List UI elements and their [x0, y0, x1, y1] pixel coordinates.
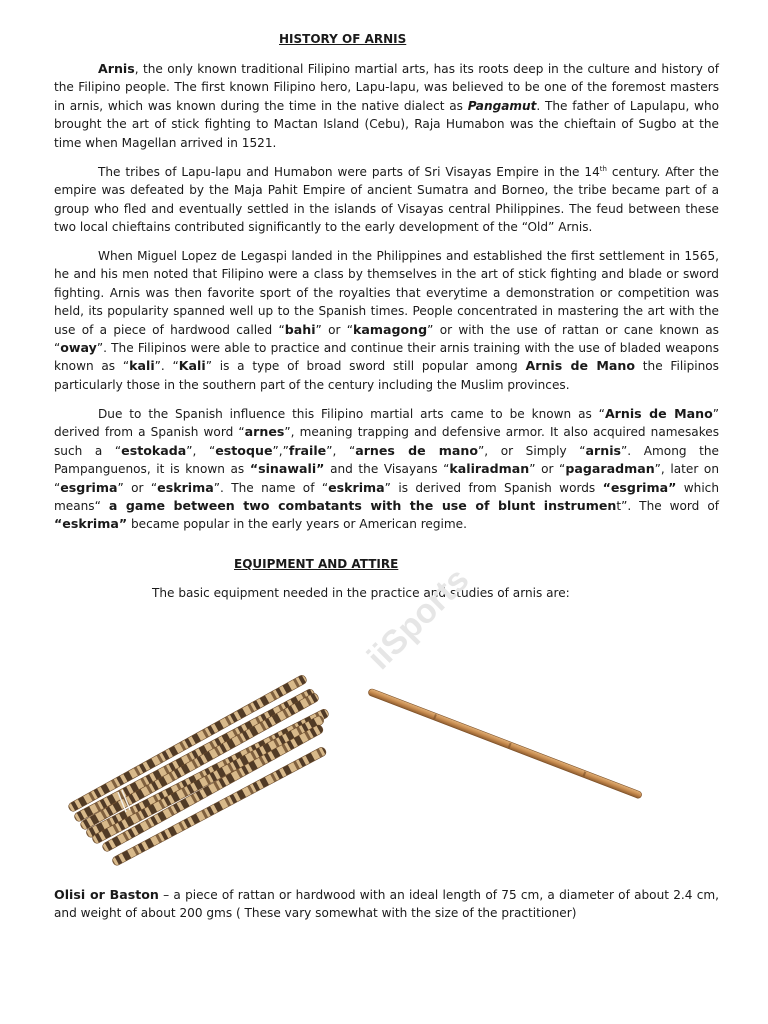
equipment-intro: The basic equipment needed in the practice and studies of arnis are: — [152, 586, 570, 600]
text-run: ”, meaning trapping and defensive armor. It also acquired namesakes such a “ — [54, 425, 720, 458]
text-run: ”. “ — [154, 359, 179, 374]
text-run: ” derived from a Spanish word “ — [54, 407, 719, 440]
bold-term: eskrima — [328, 479, 385, 495]
paragraph-spanish-influence — [54, 405, 719, 534]
bold-term: arnes — [244, 424, 285, 440]
bold-term: Arnis de Mano — [604, 406, 713, 421]
bold-term: kali — [129, 358, 155, 374]
bold-term: a game between two combatants with the use of blunt instrumen — [108, 498, 617, 514]
bold-term: kamagong — [352, 321, 428, 337]
bold-term: “sinawali” — [249, 461, 325, 477]
bold-term: bahi — [284, 321, 316, 337]
text-run: ”, “ — [186, 443, 216, 458]
text-run: ”, or Simply “ — [478, 443, 586, 458]
text-run: When Miguel Lopez de Legaspi landed in the Philippines and established the first settlement in 1565, he and his men noted that Filipino were a class by themselves in the art of stick fighting and blade or sword fighting. Arnis was then favorite sport of the royalties that everytime a demonstration or competition was held, its popularity spanned well up to the Spanish times. People concentrated in mastering the art with the use of a piece of hardwood called “ — [54, 249, 719, 337]
text-run: ” or “ — [529, 462, 566, 477]
bold-term: pagaradman — [565, 461, 655, 477]
bold-term: estokada — [121, 442, 187, 458]
bold-term: Kali — [178, 358, 206, 374]
section-title-equipment: EQUIPMENT AND ATTIRE — [234, 557, 399, 571]
bold-term: arnes de mano — [355, 442, 478, 458]
text-run: century. After the empire was defeated by the Maja Pahit Empire of ancient Sumatra and Borneo, the tribe became part of a group who fled and eventually settled in the islands of Visayas central Philippines. The feud between these two local chieftains contributed significantly to the early development of the “Old” Arnis. — [54, 165, 719, 235]
bold-term: eskrima — [157, 479, 214, 495]
text-run: ”,” — [272, 443, 289, 458]
bold-term: fraile — [288, 442, 327, 458]
paragraph-legaspi — [54, 247, 719, 394]
text-run: – a piece of rattan or hardwood with an ideal length of 75 cm, a diameter of about 2.4 cm, and weight of about 200 gms ( These vary somewhat with the size of the practitioner) — [54, 888, 719, 921]
bold-term: arnis — [585, 442, 622, 458]
text-run: , the only known traditional Filipino martial arts, has its roots deep in the culture and history of the Filipino people. The first known Filipino hero, Lapu-lapu, was believed to be one of the foremost masters in arnis, which was known during the time in the native dialect as — [54, 62, 719, 113]
text-run: . The father of Lapulapu, who brought the art of stick fighting to Mactan Island (Cebu), Raja Humabon was the chieftain of Sugbo at the time when Magellan arrived in 1521. — [54, 98, 720, 150]
bold-term: Arnis de Mano — [525, 358, 636, 374]
text-run: ” or with the use of rattan or cane known as “ — [54, 322, 719, 356]
paragraph-tribes — [54, 163, 719, 237]
text-run: which means“ — [54, 480, 719, 514]
text-run: ”. The Filipinos were able to practice and continue their arnis training with the use of bladed weapons known as “ — [54, 341, 719, 374]
rattan-sticks-bundle-image — [66, 672, 346, 868]
bold-term: kaliradman — [449, 461, 530, 477]
page-title: HISTORY OF ARNIS — [279, 32, 407, 46]
text-run: ”, “ — [326, 443, 356, 458]
single-baston-image — [362, 680, 644, 806]
baston-description — [54, 886, 719, 923]
text-run: Due to the Spanish influence this Filipino martial arts came to be known as “ — [98, 407, 605, 421]
bold-term: Arnis — [98, 61, 135, 76]
bold-term: estoque — [215, 442, 273, 458]
watermark: iiSports — [360, 560, 477, 677]
superscript: th — [599, 164, 607, 173]
bold-italic-term: Pangamut — [467, 98, 537, 113]
text-run: and the Visayans “ — [324, 462, 450, 477]
text-run: ” or “ — [117, 480, 158, 495]
bold-term: esgrima — [60, 479, 118, 495]
text-run: t”. The word of — [616, 499, 719, 514]
text-run: ” is a type of broad sword still popular among — [205, 359, 526, 374]
bold-term: Olisi or Baston — [54, 887, 159, 902]
text-run: ”. The name of “ — [213, 480, 329, 495]
bold-term: “esgrima” — [602, 479, 677, 495]
text-run: became popular in the early years or American regime. — [127, 517, 467, 532]
paragraph-arnis-origins — [54, 60, 719, 152]
text-run: the Filipinos particularly those in the southern part of the century including the Muslim provinces. — [54, 359, 719, 392]
text-run: ”. Among the Pampanguenos, it is known as — [54, 443, 719, 477]
text-run: The tribes of Lapu-lapu and Humabon were parts of Sri Visayas Empire in the 14 — [98, 165, 600, 179]
text-run: ” or “ — [315, 322, 353, 337]
text-run: ”, later on “ — [54, 462, 719, 495]
bold-term: oway — [60, 340, 97, 356]
text-run: ” is derived from Spanish words — [384, 480, 603, 495]
bold-term: “eskrima” — [54, 516, 128, 532]
